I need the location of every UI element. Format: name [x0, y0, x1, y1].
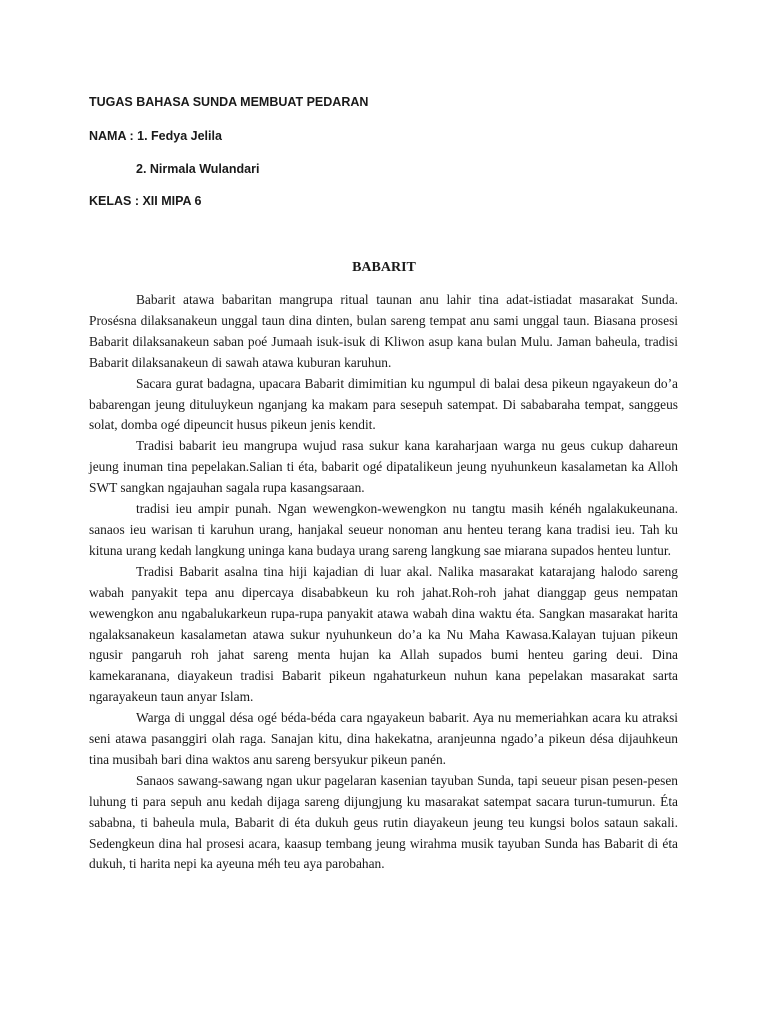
- name-second-line: 2. Nirmala Wulandari: [136, 162, 260, 176]
- class-line: KELAS : XII MIPA 6: [89, 194, 202, 208]
- paragraph: Tradisi Babarit asalna tina hiji kajadian di luar akal. Nalika masarakat katarajang halodo sareng wabah panyakit tepa anu dipercaya disababkeun ku roh jahat.Roh-roh jahat dianggap geus nempatan wewengkon anu ngabalukarkeun rupa-rupa panyakit atawa wabah dina waktu éta. Sangkan masarakat harita ngalaksanakeun kasalametan atawa sukur nyuhunkeun do’a ka Nu Maha Kawasa.Kalayan tujuan pikeun ngusir pangaruh roh jahat sareng menta hujan ka Allah supados bumi henteu garing deui. Dina kamekaranana, diayakeun tradisi Babarit pikeun ngahaturkeun nuhun kana pepelakan masarakat sarta ngarayakeun taun anyar Islam.: [89, 563, 678, 705]
- paragraph: tradisi ieu ampir punah. Ngan wewengkon-wewengkon nu tangtu masih kénéh ngalakukeunana. sanaos ieu warisan ti karuhun urang, hanjakal seueur nonoman anu henteu terang kana tradisi ieu. Tah ku kituna urang kedah langkung uninga kana budaya urang sareng langkung sae miarana supados henteu luntur.: [89, 501, 678, 558]
- assignment-heading: TUGAS BAHASA SUNDA MEMBUAT PEDARAN: [89, 95, 369, 109]
- document-title: BABARIT: [352, 260, 416, 275]
- document-body: [89, 290, 678, 875]
- paragraph: Warga di unggal désa ogé béda-béda cara ngayakeun babarit. Aya nu memeriahkan acara ku atraksi seni atawa pasanggiri olah raga. Sanajan kitu, dina hakekatna, aranjeunna ngado’a pikeun désa dijauhkeun tina musibah bari dina waktos anu sareng bersyukur pikeun panén.: [89, 710, 678, 767]
- paragraph: Babarit atawa babaritan mangrupa ritual taunan anu lahir tina adat-istiadat masarakat Sunda. Prosésna dilaksanakeun unggal taun dina dinten, bulan sareng tempat anu sami unggal taun. Biasana prosesi Babarit dilaksanakeun saban poé Jumaah isuk-isuk di Kliwon asup kana bulan Mulu. Jaman baheula, tradisi Babarit dilaksanakeun di sawah atawa kuburan karuhun.: [89, 292, 678, 370]
- name-line: NAMA : 1. Fedya Jelila: [89, 129, 222, 143]
- paragraph: Sanaos sawang-sawang ngan ukur pagelaran kasenian tayuban Sunda, tapi seueur pisan pesen-pesen luhung ti para sepuh anu kedah dijaga sareng dijungjung ku masarakat satempat sacara turun-tumurun. Éta sababna, ti baheula mula, Babarit di éta dukuh geus rutin diayakeun jeung teu kungsi bolos sataun sakali. Sedengkeun dina hal prosesi acara, kaasup tembang jeung wirahma musik tayuban Sunda has Babarit di éta dukuh, ti harita nepi ka ayeuna méh teu aya parobahan.: [89, 772, 678, 872]
- paragraph: Sacara gurat badagna, upacara Babarit dimimitian ku ngumpul di balai desa pikeun ngayakeun do’a babarengan jeung dituluykeun nganjang ka makam para sesepuh satempat. Di sababaraha tempat, sanggeus solat, domba ogé dipeuncit husus pikeun jenis kendit.: [89, 375, 678, 433]
- paragraph: Tradisi babarit ieu mangrupa wujud rasa sukur kana karaharjaan warga nu geus cukup dahareun jeung inuman tina pepelakan.Salian ti éta, babarit ogé dipatalikeun jeung nyuhunkeun kasalametan ka Alloh SWT sangkan ngajauhan sagala rupa kasangsaraan.: [89, 438, 678, 496]
